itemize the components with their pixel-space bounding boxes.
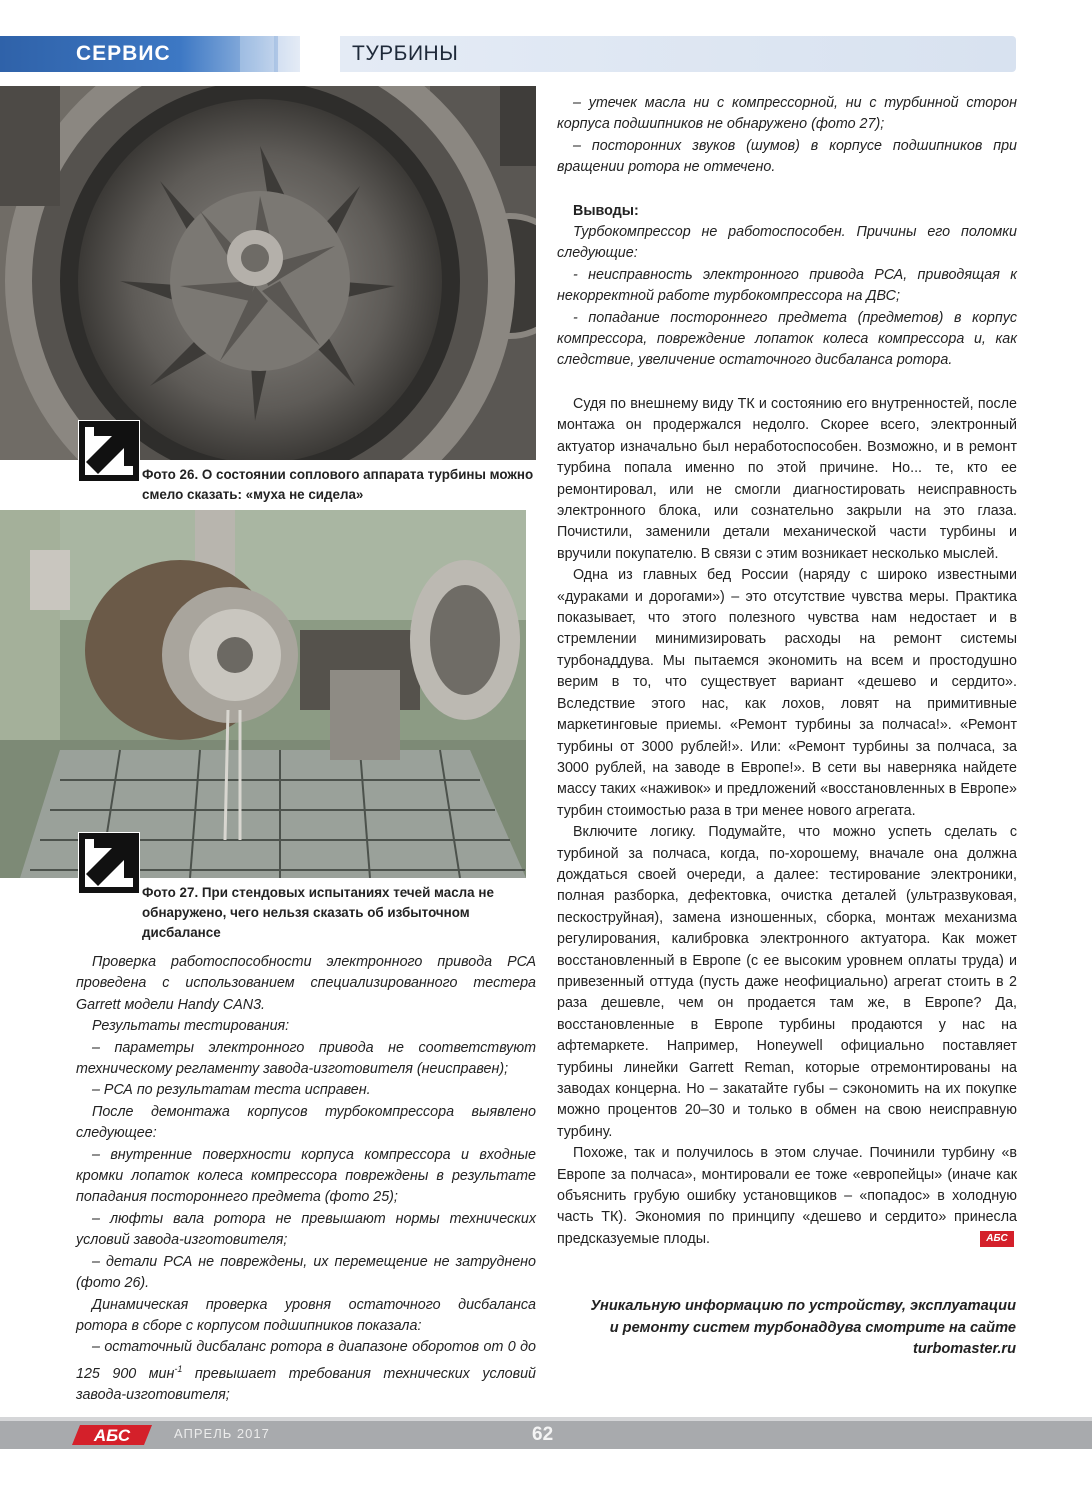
paragraph: Динамическая проверка уровня остаточного дисбаланса ротора в сборе с корпусом подшипников показала: xyxy=(76,1296,536,1334)
left-column-text xyxy=(76,952,536,1406)
right-column-main xyxy=(557,394,1017,1250)
paragraph: Турбокомпрессор не работоспособен. Причины его поломки следующие: xyxy=(557,224,1017,262)
paragraph: – детали РСА не повреждены, их перемещение не затруднено (фото 26). xyxy=(76,1253,536,1292)
expand-arrow-icon xyxy=(78,420,140,482)
paragraph: Одна из главных бед России (наряду с широко известными «дураками и дорогами») – это отсутствие чувства меры. Практика показывает, что этого полезного чувства нам недостает и в стремлении минимизировать расходы на ремонт системы турбонаддува. Мы пытаемся экономить на всем и простодушно верим в то, что существует вариант «дешево и сердито». Вследствие этого нас, как лохов, ловят на примитивные маркетинговые приемы. «Ремонт турбины за полчаса!». «Ремонт турбины от 3000 рублей!». Или: «Ремонт турбины за полчаса, за 3000 рублей, на заводе в Европе!». В сети вы наверняка найдете массу таких «наживок» и предложений «восстановленных в Европе» турбин стоимостью раза в три менее нового агрегата. xyxy=(557,567,1017,819)
page-header xyxy=(0,36,1016,72)
page-number: 62 xyxy=(532,1424,554,1445)
paragraph: - попадание постороннего предмета (предметов) в корпус компрессора, повреждение лопаток колеса компрессора и, как следствие, увеличение остаточного дисбаланса ротора. xyxy=(557,309,1017,369)
promo-line: Уникальную информацию по устройству, эксплуатации xyxy=(590,1298,1016,1314)
photo-arrow-badge xyxy=(78,420,140,482)
header-stripe xyxy=(278,36,300,72)
paragraph: После демонтажа корпусов турбокомпрессора выявлено следующее: xyxy=(76,1103,536,1142)
turbo-test-bench-image xyxy=(0,510,526,878)
topic-bar xyxy=(340,36,1016,72)
issue-date: АПРЕЛЬ 2017 xyxy=(174,1426,270,1441)
promo-block xyxy=(560,1296,1016,1361)
header-stripe xyxy=(240,36,274,72)
paragraph: – внутренние поверхности корпуса компрессора и входные кромки лопаток колеса компрессора повреждены в результате попадания постороннего предмета (фото 25); xyxy=(76,1146,536,1206)
paragraph: – утечек масла ни с компрессорной, ни с турбинной сторон корпуса подшипников не обнаружено (фото 27); xyxy=(557,95,1017,133)
promo-link[interactable]: turbomaster.ru xyxy=(913,1341,1016,1357)
spacer xyxy=(557,179,1017,201)
end-mark-logo: АБС xyxy=(980,1231,1014,1247)
logo-text: АБС xyxy=(93,1426,131,1445)
photo-arrow-badge xyxy=(78,832,140,894)
right-column-top xyxy=(557,93,1017,372)
text-span: превышает требования технических условий завода-изготовителя; xyxy=(76,1365,536,1403)
paragraph: Результаты тестирования: xyxy=(92,1018,290,1035)
paragraph: Проверка работоспособности электронного привода РСА проведена с использованием специализированного тестера Garrett модели Handy CAN3. xyxy=(76,954,536,1013)
paragraph: Судя по внешнему виду ТК и состоянию его внутренностей, после монтажа он продержался недолго. Скорее всего, электронный актуатор изначально был неработоспособен. Возможно, и в ремонт турбина попала именно по этой причине. Но... те, кто ее ремонтировал, или не смогли диагностировать неисправность электронного блока, или сознательно закрыли на это глаза. Почистили, заменили детали механической части турбины и вручили покупателю. В связи с этим возникает несколько мыслей. xyxy=(557,396,1017,562)
section-title: СЕРВИС xyxy=(76,42,171,65)
photo-26-caption: Фото 26. О состоянии соплового аппарата турбины можно смело сказать: «муха не сидела» xyxy=(142,467,534,502)
conclusions-title: Выводы: xyxy=(573,202,639,219)
paragraph: Включите логику. Подумайте, что можно успеть сделать с турбиной за полчаса, когда, по-хорошему, вначале она должна дождаться своей очереди, а далее: тестирование электроники, полная разборка, дефектовка, очистка деталей (ультразвуковая, пескоструйная), замена изношенных, сборка, монтаж механизма регулирования, калибровка электронного актуатора. Как может восстановленный в Европе (с ее высоким уровнем оплаты труда) и привезенный оттуда (пусть даже неофициально) агрегат стоить в 2 раза дешевле, чем он продается там же, в Европе? Да, восстановленные в Европе турбины продаются у нас на афтемаркете. Например, Honeywell официально поставляет турбины линейки Garrett Reman, которые отремонтированы на заводах концерна. Но – закатайте губы – сэкономить на их покупке можно процентов 20–30 и только в обмен на свою неисправную турбину. xyxy=(557,824,1017,1140)
superscript: -1 xyxy=(174,1363,183,1374)
paragraph: – РСА по результатам теста исправен. xyxy=(92,1082,371,1099)
photo-26-nozzle-ring xyxy=(0,86,536,460)
turbine-nozzle-image xyxy=(0,86,536,460)
paragraph: – посторонних звуков (шумов) в корпусе подшипников при вращении ротора не отмечено. xyxy=(557,137,1017,176)
photo-27-test-bench xyxy=(0,510,526,878)
text-span: – остаточный дисбаланс ротора в диапазоне оборотов от 0 до 125 900 мин xyxy=(76,1339,536,1382)
paragraph xyxy=(76,1337,536,1406)
paragraph: - неисправность электронного привода РСА, приводящая к некорректной работе турбокомпрессора на ДВС; xyxy=(557,266,1017,305)
photo-27-caption: Фото 27. При стендовых испытаниях течей масла не обнаружено, чего нельзя сказать об избыточном дисбалансе xyxy=(142,885,494,940)
topic-title: ТУРБИНЫ xyxy=(352,42,459,65)
paragraph: – люфты вала ротора не превышают нормы технических условий завода-изготовителя; xyxy=(76,1210,536,1249)
paragraph: Похоже, так и получилось в этом случае. Починили турбину «в Европе за полчаса», монтировали ее тоже «европейцы» (иначе как объяснить грубую ошибку установщиков – «попадос» в холодную часть ТК). Экономия по принципу «дешево и сердито» принесла предсказуемые плоды. xyxy=(557,1145,1017,1247)
magazine-logo xyxy=(72,1423,152,1447)
promo-line: и ремонту систем турбонаддува смотрите на сайте xyxy=(609,1319,1016,1336)
paragraph: – параметры электронного привода не соответствуют техническому регламенту завода-изготовителя (неисправен); xyxy=(76,1039,536,1078)
expand-arrow-icon xyxy=(78,832,140,894)
